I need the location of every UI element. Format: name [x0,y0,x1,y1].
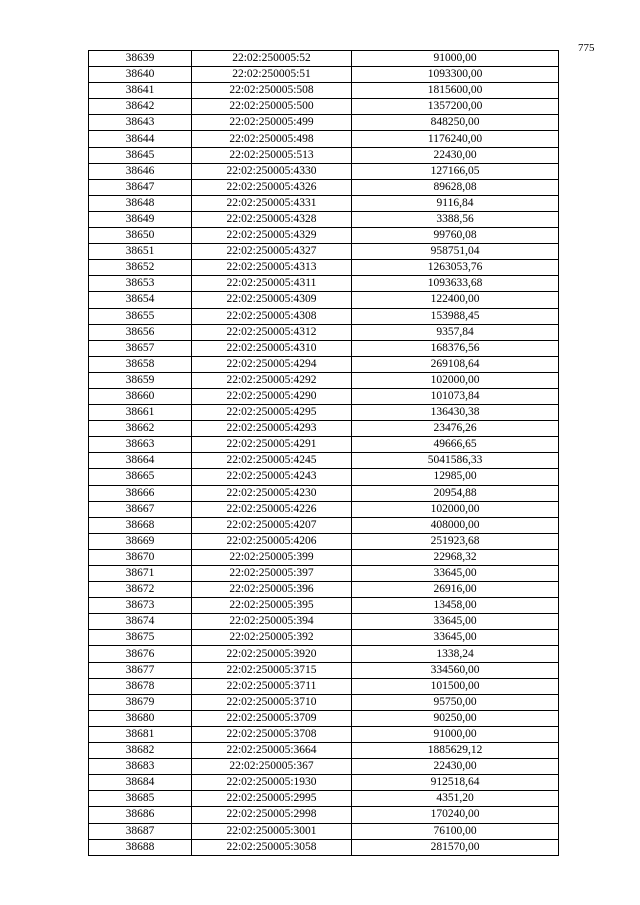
value-cell: 912518,64 [352,775,559,791]
row-number-cell: 38639 [89,51,192,67]
value-cell: 26916,00 [352,582,559,598]
row-number-cell: 38685 [89,791,192,807]
value-cell: 408000,00 [352,517,559,533]
table-row [89,308,559,324]
table-row [89,823,559,839]
row-number-cell: 38674 [89,614,192,630]
row-number-cell: 38656 [89,324,192,340]
row-number-cell: 38660 [89,388,192,404]
value-cell: 1093633,68 [352,276,559,292]
page-number: 775 [578,42,595,54]
cadastral-number-cell: 22:02:250005:3711 [192,678,352,694]
row-number-cell: 38657 [89,340,192,356]
value-cell: 99760,08 [352,228,559,244]
value-cell: 1357200,00 [352,99,559,115]
cadastral-number-cell: 22:02:250005:52 [192,51,352,67]
row-number-cell: 38659 [89,372,192,388]
row-number-cell: 38686 [89,807,192,823]
value-cell: 3388,56 [352,211,559,227]
cadastral-number-cell: 22:02:250005:4295 [192,405,352,421]
value-cell: 9357,84 [352,324,559,340]
row-number-cell: 38645 [89,147,192,163]
value-cell: 90250,00 [352,710,559,726]
table-row [89,469,559,485]
row-number-cell: 38655 [89,308,192,324]
cadastral-number-cell: 22:02:250005:3001 [192,823,352,839]
value-cell: 22430,00 [352,759,559,775]
row-number-cell: 38669 [89,533,192,549]
cadastral-number-cell: 22:02:250005:51 [192,67,352,83]
cadastral-number-cell: 22:02:250005:4290 [192,388,352,404]
row-number-cell: 38641 [89,83,192,99]
table-row [89,775,559,791]
table-row [89,743,559,759]
row-number-cell: 38665 [89,469,192,485]
value-cell: 33645,00 [352,614,559,630]
row-number-cell: 38658 [89,356,192,372]
cadastral-number-cell: 22:02:250005:2998 [192,807,352,823]
value-cell: 22968,32 [352,549,559,565]
value-cell: 848250,00 [352,115,559,131]
table-row [89,244,559,260]
cadastral-number-cell: 22:02:250005:3920 [192,646,352,662]
table-row [89,211,559,227]
cadastral-number-cell: 22:02:250005:4294 [192,356,352,372]
cadastral-number-cell: 22:02:250005:3708 [192,726,352,742]
row-number-cell: 38681 [89,726,192,742]
row-number-cell: 38646 [89,163,192,179]
cadastral-number-cell: 22:02:250005:396 [192,582,352,598]
row-number-cell: 38649 [89,211,192,227]
value-cell: 1093300,00 [352,67,559,83]
value-cell: 101500,00 [352,678,559,694]
table-row [89,566,559,582]
table-row [89,51,559,67]
table-row [89,726,559,742]
table-row [89,646,559,662]
row-number-cell: 38640 [89,67,192,83]
value-cell: 122400,00 [352,292,559,308]
table-row [89,517,559,533]
table-row [89,324,559,340]
row-number-cell: 38670 [89,549,192,565]
row-number-cell: 38667 [89,501,192,517]
table-row [89,147,559,163]
cadastral-number-cell: 22:02:250005:3710 [192,694,352,710]
value-cell: 1885629,12 [352,743,559,759]
cadastral-number-cell: 22:02:250005:4308 [192,308,352,324]
table-row [89,292,559,308]
cadastral-number-cell: 22:02:250005:3709 [192,710,352,726]
table-row [89,678,559,694]
table-row [89,340,559,356]
cadastral-number-cell: 22:02:250005:4309 [192,292,352,308]
value-cell: 76100,00 [352,823,559,839]
value-cell: 281570,00 [352,839,559,855]
value-cell: 101073,84 [352,388,559,404]
cadastral-number-cell: 22:02:250005:4293 [192,421,352,437]
cadastral-number-cell: 22:02:250005:4207 [192,517,352,533]
cadastral-number-cell: 22:02:250005:4206 [192,533,352,549]
cadastral-number-cell: 22:02:250005:394 [192,614,352,630]
row-number-cell: 38684 [89,775,192,791]
table-row [89,228,559,244]
row-number-cell: 38643 [89,115,192,131]
table-row [89,83,559,99]
row-number-cell: 38647 [89,179,192,195]
table-row [89,485,559,501]
cadastral-number-cell: 22:02:250005:397 [192,566,352,582]
registry-table [88,50,559,856]
row-number-cell: 38677 [89,662,192,678]
table-row [89,372,559,388]
table-row [89,67,559,83]
row-number-cell: 38680 [89,710,192,726]
row-number-cell: 38648 [89,195,192,211]
cadastral-number-cell: 22:02:250005:499 [192,115,352,131]
value-cell: 33645,00 [352,630,559,646]
table-row [89,598,559,614]
cadastral-number-cell: 22:02:250005:4243 [192,469,352,485]
cadastral-number-cell: 22:02:250005:498 [192,131,352,147]
row-number-cell: 38675 [89,630,192,646]
table-row [89,662,559,678]
cadastral-number-cell: 22:02:250005:1930 [192,775,352,791]
row-number-cell: 38642 [89,99,192,115]
cadastral-number-cell: 22:02:250005:4327 [192,244,352,260]
row-number-cell: 38662 [89,421,192,437]
table-row [89,115,559,131]
row-number-cell: 38676 [89,646,192,662]
cadastral-number-cell: 22:02:250005:2995 [192,791,352,807]
table-row [89,99,559,115]
value-cell: 168376,56 [352,340,559,356]
table-row [89,614,559,630]
row-number-cell: 38650 [89,228,192,244]
table-row [89,437,559,453]
cadastral-number-cell: 22:02:250005:367 [192,759,352,775]
table-row [89,179,559,195]
value-cell: 334560,00 [352,662,559,678]
value-cell: 20954,88 [352,485,559,501]
cadastral-number-cell: 22:02:250005:395 [192,598,352,614]
table-row [89,260,559,276]
value-cell: 269108,64 [352,356,559,372]
cadastral-number-cell: 22:02:250005:500 [192,99,352,115]
row-number-cell: 38652 [89,260,192,276]
table-row [89,533,559,549]
value-cell: 49666,65 [352,437,559,453]
cadastral-number-cell: 22:02:250005:4313 [192,260,352,276]
row-number-cell: 38653 [89,276,192,292]
value-cell: 95750,00 [352,694,559,710]
value-cell: 9116,84 [352,195,559,211]
cadastral-number-cell: 22:02:250005:4326 [192,179,352,195]
value-cell: 4351,20 [352,791,559,807]
value-cell: 91000,00 [352,51,559,67]
value-cell: 102000,00 [352,501,559,517]
table-row [89,453,559,469]
value-cell: 153988,45 [352,308,559,324]
row-number-cell: 38654 [89,292,192,308]
value-cell: 23476,26 [352,421,559,437]
row-number-cell: 38679 [89,694,192,710]
cadastral-number-cell: 22:02:250005:392 [192,630,352,646]
cadastral-number-cell: 22:02:250005:4329 [192,228,352,244]
table-row [89,388,559,404]
table-row [89,694,559,710]
value-cell: 127166,05 [352,163,559,179]
row-number-cell: 38687 [89,823,192,839]
row-number-cell: 38683 [89,759,192,775]
cadastral-number-cell: 22:02:250005:3715 [192,662,352,678]
value-cell: 1263053,76 [352,260,559,276]
row-number-cell: 38671 [89,566,192,582]
table-row [89,549,559,565]
cadastral-number-cell: 22:02:250005:4226 [192,501,352,517]
cadastral-number-cell: 22:02:250005:4328 [192,211,352,227]
row-number-cell: 38673 [89,598,192,614]
row-number-cell: 38668 [89,517,192,533]
value-cell: 1815600,00 [352,83,559,99]
cadastral-number-cell: 22:02:250005:4230 [192,485,352,501]
table-row [89,807,559,823]
value-cell: 136430,38 [352,405,559,421]
row-number-cell: 38663 [89,437,192,453]
cadastral-number-cell: 22:02:250005:4292 [192,372,352,388]
table-row [89,710,559,726]
value-cell: 102000,00 [352,372,559,388]
cadastral-number-cell: 22:02:250005:4291 [192,437,352,453]
row-number-cell: 38644 [89,131,192,147]
table-row [89,131,559,147]
table-row [89,195,559,211]
row-number-cell: 38678 [89,678,192,694]
value-cell: 958751,04 [352,244,559,260]
value-cell: 1176240,00 [352,131,559,147]
table-row [89,501,559,517]
value-cell: 12985,00 [352,469,559,485]
table-row [89,421,559,437]
value-cell: 5041586,33 [352,453,559,469]
value-cell: 1338,24 [352,646,559,662]
cadastral-number-cell: 22:02:250005:4311 [192,276,352,292]
cadastral-number-cell: 22:02:250005:4331 [192,195,352,211]
cadastral-number-cell: 22:02:250005:3058 [192,839,352,855]
cadastral-number-cell: 22:02:250005:4312 [192,324,352,340]
value-cell: 33645,00 [352,566,559,582]
table-row [89,276,559,292]
cadastral-number-cell: 22:02:250005:399 [192,549,352,565]
cadastral-number-cell: 22:02:250005:4310 [192,340,352,356]
value-cell: 89628,08 [352,179,559,195]
row-number-cell: 38651 [89,244,192,260]
table-row [89,582,559,598]
value-cell: 13458,00 [352,598,559,614]
row-number-cell: 38688 [89,839,192,855]
table-row [89,163,559,179]
cadastral-number-cell: 22:02:250005:513 [192,147,352,163]
table-row [89,759,559,775]
table-row [89,839,559,855]
cadastral-number-cell: 22:02:250005:4245 [192,453,352,469]
table-row [89,791,559,807]
value-cell: 22430,00 [352,147,559,163]
registry-table-body [89,51,559,856]
value-cell: 251923,68 [352,533,559,549]
table-row [89,630,559,646]
value-cell: 91000,00 [352,726,559,742]
cadastral-number-cell: 22:02:250005:4330 [192,163,352,179]
table-row [89,405,559,421]
row-number-cell: 38682 [89,743,192,759]
row-number-cell: 38672 [89,582,192,598]
table-row [89,356,559,372]
cadastral-number-cell: 22:02:250005:3664 [192,743,352,759]
value-cell: 170240,00 [352,807,559,823]
cadastral-number-cell: 22:02:250005:508 [192,83,352,99]
row-number-cell: 38666 [89,485,192,501]
row-number-cell: 38661 [89,405,192,421]
row-number-cell: 38664 [89,453,192,469]
